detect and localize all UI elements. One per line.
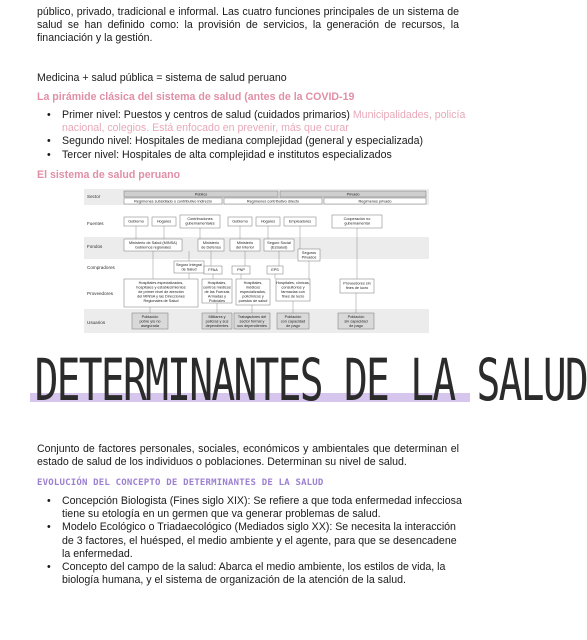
list-item-text: Concepto del campo de la salud: Abarca el medio ambiente, los estilos de vida, la biología humana, y el sistema de organización de la atención de la salud.	[62, 561, 446, 587]
svg-text:Seguro Integral: Seguro Integral	[176, 263, 202, 267]
svg-text:de primer nivel de atención: de primer nivel de atención	[138, 290, 184, 294]
svg-text:fines de lucro: fines de lucro	[345, 286, 369, 290]
equation-line: Medicina + salud pública = sistema de salud peruano	[37, 72, 287, 84]
svg-text:Regionales de Salud: Regionales de Salud	[143, 299, 179, 303]
svg-text:Hospitales,: Hospitales,	[243, 281, 263, 285]
svg-text:Contribuciones: Contribuciones	[187, 217, 213, 221]
comprador-box: FFAA	[208, 268, 218, 273]
fuente-box: Hogares	[156, 219, 172, 224]
svg-text:médicos: médicos	[245, 285, 261, 290]
pyramid-heading: La pirámide clásica del sistema de salud (antes de la COVID-19	[37, 91, 355, 103]
svg-text:Armadas y: Armadas y	[207, 294, 227, 299]
list-item-text: Concepción Biologista (Fines siglo XIX): Se refiere a que toda enfermedad infecciosa tiene su etología en un germen que va generar problemas de salud.	[62, 495, 462, 521]
svg-text:gubernamental: gubernamental	[344, 221, 370, 226]
evolution-heading: EVOLUCIÓN DEL CONCEPTO DE DETERMINANTES DE LA SALUD	[37, 478, 324, 488]
list-item-text: Tercer nivel: Hospitales de alta complejidad e institutos especializados	[62, 148, 392, 161]
svg-text:Proveedores sin: Proveedores sin	[343, 281, 371, 286]
svg-text:hospitales y establecimientos: hospitales y establecimientos	[136, 285, 186, 290]
svg-text:de las Fuerzas: de las Fuerzas	[204, 290, 230, 294]
svg-text:Hospitales, clínicas,: Hospitales, clínicas,	[276, 281, 310, 285]
svg-text:con capacidad: con capacidad	[280, 319, 306, 324]
list-item	[37, 521, 465, 561]
svg-text:del Interior: del Interior	[236, 245, 254, 250]
svg-text:(EsSalud): (EsSalud)	[270, 245, 288, 250]
list-item	[37, 135, 467, 148]
public-regimes: Regímenes subsidiado o contributivo indirecto	[134, 199, 212, 204]
intro-paragraph: público, privado, tradicional e informal. Las cuatro funciones principales de un sistema de salud se han definido como: la provisión de servicios, la generación de recursos, la financiación y la gestión.	[37, 6, 459, 45]
svg-text:policías y sus: policías y sus	[205, 319, 229, 324]
list-item	[37, 109, 467, 135]
health-system-diagram	[84, 189, 429, 344]
svg-text:Trabajadores del: Trabajadores del	[237, 315, 267, 319]
fuentes-row	[124, 215, 382, 228]
banner-title: DETERMINANTES DE LA SALUD	[34, 346, 587, 414]
list-item	[37, 561, 465, 587]
svg-text:fines de lucro: fines de lucro	[281, 294, 305, 299]
svg-text:Población: Población	[284, 315, 302, 319]
svg-text:Policiales: Policiales	[208, 299, 226, 303]
evolution-list	[37, 495, 465, 587]
determinants-paragraph: Conjunto de factores personales, sociales, económicos y ambientales que determinan el estado de salud de los individuos o poblaciones. Determinan su nivel de salud.	[37, 443, 459, 469]
comprador-box: PNP	[237, 268, 245, 273]
svg-text:del MINSA y las Direcciones: del MINSA y las Direcciones	[137, 294, 185, 299]
svg-text:dependientes: dependientes	[205, 324, 229, 328]
svg-text:pobre y/o no: pobre y/o no	[139, 319, 161, 324]
svg-text:Hospitales especializados,: Hospitales especializados,	[138, 281, 184, 285]
row-label-usuarios: Usuarios	[87, 320, 106, 325]
list-item-text: Primer nivel: Puestos y centros de salud (cuidados primarios)	[62, 109, 353, 121]
system-heading: El sistema de salud peruano	[37, 169, 181, 181]
contrib-regimes: Regímenes contributivo directo	[246, 199, 300, 204]
svg-text:Ministerio: Ministerio	[236, 241, 254, 245]
svg-text:Ministerio de Salud (MINSA): Ministerio de Salud (MINSA)	[129, 241, 177, 245]
list-item	[37, 495, 465, 521]
comprador-box: EPS	[271, 268, 279, 273]
list-item-text: Modelo Ecológico o Triadaecológico (Mediados siglo XX): Se necesita la interacción de 3 factores, el huésped, el medio ambiente y el agente, para que se desencadene la enfermedad.	[62, 521, 457, 560]
svg-text:Cooperación no: Cooperación no	[343, 217, 371, 221]
svg-text:Hospitales,: Hospitales,	[207, 281, 227, 285]
svg-text:asegurada: asegurada	[141, 324, 159, 328]
svg-text:Seguros: Seguros	[301, 251, 317, 255]
row-label-compradores: Compradores	[87, 265, 115, 270]
pyramid-list	[37, 109, 467, 162]
svg-text:sin capacidad: sin capacidad	[344, 319, 368, 324]
svg-text:farmacias con: farmacias con	[281, 290, 305, 294]
svg-text:sus dependientes: sus dependientes	[237, 324, 267, 328]
svg-text:policlínicos y: policlínicos y	[242, 294, 264, 299]
svg-text:Ministerio: Ministerio	[202, 241, 220, 245]
proveedores-row	[124, 279, 374, 307]
fuente-box: Gobierno	[128, 219, 144, 224]
list-item	[37, 149, 467, 162]
svg-text:Militares y: Militares y	[208, 315, 226, 319]
svg-text:de Salud: de Salud	[181, 267, 197, 272]
fuente-box: Gobierno	[232, 219, 248, 224]
svg-text:especializados,: especializados,	[240, 290, 266, 294]
svg-text:Seguro Social: Seguro Social	[267, 241, 291, 245]
svg-text:centros médicos: centros médicos	[203, 285, 231, 290]
svg-text:de Defensa: de Defensa	[201, 245, 221, 250]
svg-text:Gobiernos regionales: Gobiernos regionales	[134, 245, 172, 250]
row-label-proveedores: Proveedores	[87, 291, 114, 296]
svg-text:puestos de salud: puestos de salud	[238, 299, 268, 303]
list-item-note: Municipalidades, policía nacional, colegios. Está enfocado en prevenir, más que curar	[62, 109, 466, 135]
svg-text:Población: Población	[141, 315, 159, 319]
svg-text:consultorios y: consultorios y	[281, 285, 305, 290]
svg-text:de pago: de pago	[349, 324, 363, 328]
svg-text:Población: Población	[347, 315, 365, 319]
row-label-fuentes: Fuentes	[87, 221, 104, 226]
row-label-sector: Sector	[87, 194, 101, 199]
sector-public: Público	[194, 192, 208, 197]
row-label-fondos: Fondos	[87, 244, 103, 249]
list-item-text: Segundo nivel: Hospitales de mediana complejidad (general y especializada)	[62, 135, 423, 148]
fuente-box: Hogares	[260, 219, 276, 224]
sector-private: Privado	[346, 192, 360, 197]
svg-text:sector formal y: sector formal y	[239, 319, 265, 324]
compradores-row	[174, 261, 283, 274]
svg-text:gubernamentales: gubernamentales	[185, 221, 215, 226]
svg-text:de pago: de pago	[286, 324, 300, 328]
private-regimes: Regímenes privado	[358, 199, 392, 204]
svg-text:Privados: Privados	[301, 255, 317, 260]
fuente-box: Empleadores	[288, 219, 312, 224]
